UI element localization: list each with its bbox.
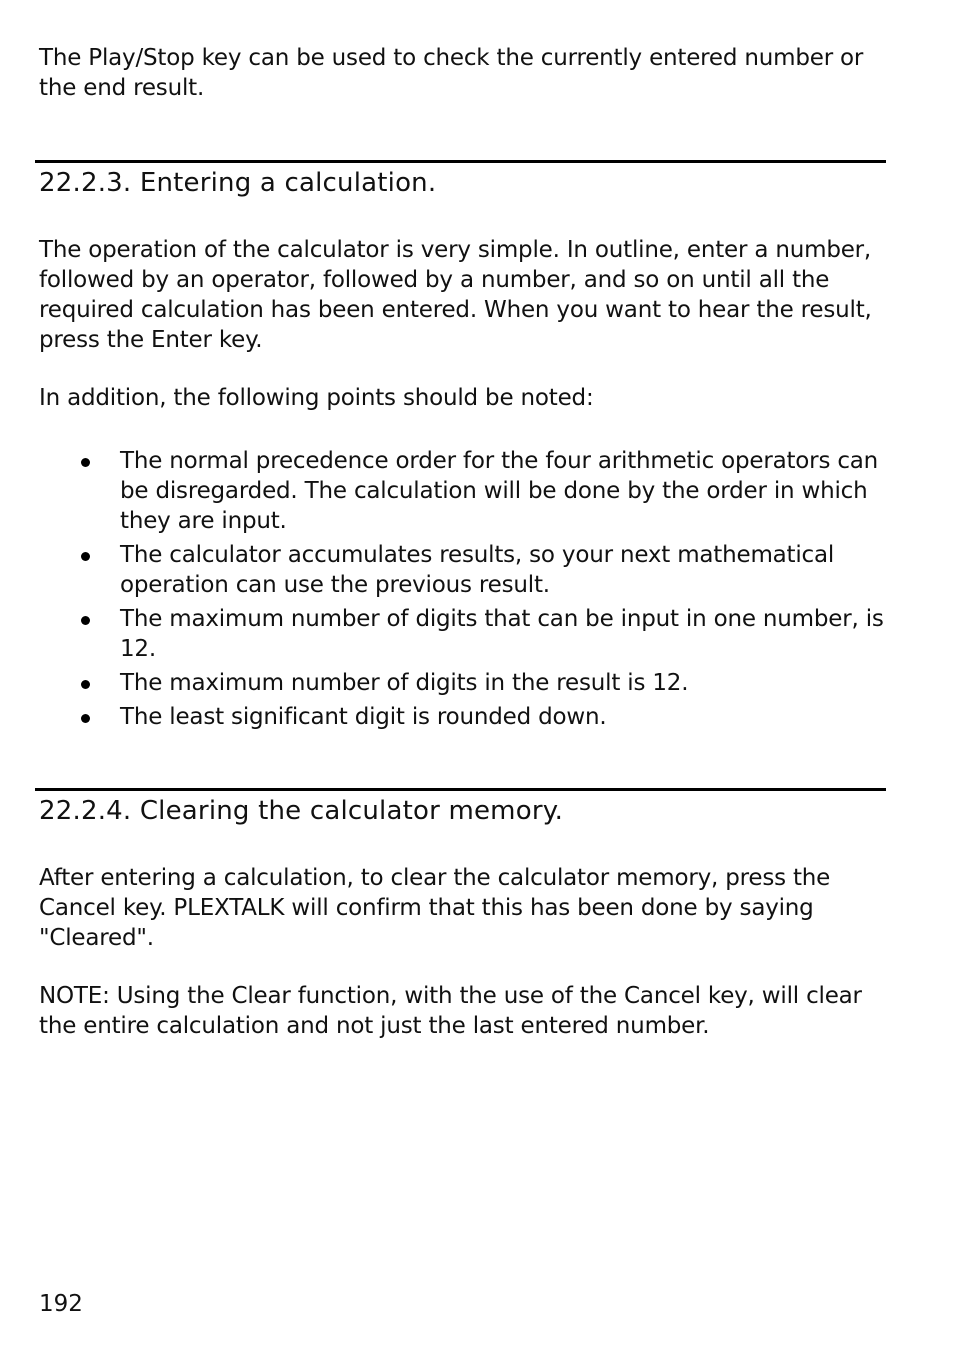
calculator-operation-paragraph: The operation of the calculator is very simple. In outline, enter a number, followed by an operator, followed by a number, and so on until all the required calculation has been entered. When you want to hear the result, press the Enter key. xyxy=(39,237,872,353)
list-item-text: The maximum number of digits in the result is 12. xyxy=(120,670,689,696)
list-item xyxy=(0,540,954,600)
intro-paragraph: The Play/Stop key can be used to check the currently entered number or the end result. xyxy=(39,45,864,101)
bullet-icon xyxy=(81,680,90,689)
bullet-icon xyxy=(81,616,90,625)
points-intro-paragraph: In addition, the following points should be noted: xyxy=(39,385,594,411)
list-item xyxy=(0,668,954,698)
list-item-text: The calculator accumulates results, so your next mathematical operation can use the previous result. xyxy=(120,542,835,598)
list-item-text: The maximum number of digits that can be input in one number, is 12. xyxy=(120,606,884,662)
list-item xyxy=(0,604,954,664)
bullet-icon xyxy=(81,714,90,723)
list-item xyxy=(0,446,954,536)
section-heading-entering-calculation: 22.2.3. Entering a calculation. xyxy=(39,168,437,198)
list-item-text: The least significant digit is rounded down. xyxy=(120,704,607,730)
section-divider xyxy=(35,788,886,791)
bullet-icon xyxy=(81,552,90,561)
section-heading-clearing-memory: 22.2.4. Clearing the calculator memory. xyxy=(39,796,564,826)
note-paragraph: NOTE: Using the Clear function, with the use of the Cancel key, will clear the entire calculation and not just the last entered number. xyxy=(39,983,862,1039)
clear-memory-paragraph: After entering a calculation, to clear the calculator memory, press the Cancel key. PLEXTALK will confirm that this has been done by saying "Cleared". xyxy=(39,865,831,951)
list-item xyxy=(0,702,954,732)
page-number: 192 xyxy=(39,1291,83,1317)
list-item-text: The normal precedence order for the four arithmetic operators can be disregarded. The calculation will be done by the order in which they are input. xyxy=(120,448,879,534)
bullet-icon xyxy=(81,458,90,467)
calculator-points-list xyxy=(0,446,954,736)
section-divider xyxy=(35,160,886,163)
